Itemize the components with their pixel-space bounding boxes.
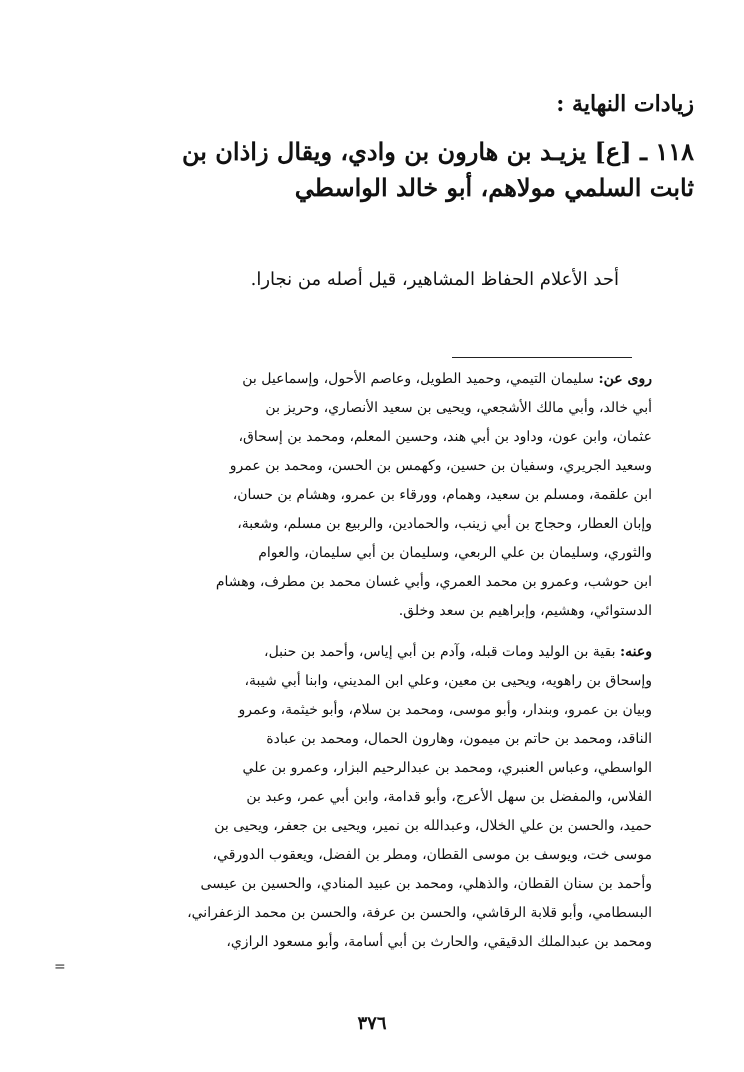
narrators-line: حميد، والحسن بن علي الخلال، وعبدالله بن نمير، ويحيى بن جعفر، ويحيى بن	[214, 818, 652, 834]
narrators-line: الواسطي، وعباس العنبري، ومحمد بن عبدالرحيم البزار، وعمرو بن علي	[242, 760, 652, 776]
narrators-line: الفلاس، والمفضل بن سهل الأعرج، وأبو قدامة، وابن أبي عمر، وعبد بن	[246, 789, 652, 805]
narrators-first-line	[82, 638, 652, 667]
narrated-from-text: سليمان التيمي، وحميد الطويل، وعاصم الأحول، وإسماعيل بن	[242, 371, 594, 387]
narrators-label: وعنه:	[619, 644, 652, 660]
paragraph-gap	[82, 626, 652, 638]
continuation-mark: =	[54, 959, 66, 975]
narrated-from-line: ابن حوشب، وعمرو بن محمد العمري، وأبي غسان محمد بن مطرف، وهشام	[215, 574, 652, 590]
narrated-from-line: والثوري، وسليمان بن علي الربعي، وسليمان بن أبي سليمان، والعوام	[258, 545, 652, 561]
page-number: ٣٧٦	[357, 1013, 387, 1034]
narrated-from-line: ابن علقمة، ومسلم بن سعيد، وهمام، وورقاء بن عمرو، وهشام بن حسان،	[232, 487, 652, 503]
narrated-from-label: روى عن:	[598, 371, 652, 387]
entry-title-line-2: ثابت السلمي مولاهم، أبو خالد الواسطي	[294, 173, 694, 202]
narrated-from-line: وسعيد الجريري، وسفيان بن حسين، وكهمس بن الحسن، ومحمد بن عمرو	[229, 458, 652, 474]
narrated-from-line: أبي خالد، وأبي مالك الأشجعي، ويحيى بن سعيد الأنصاري، وحريز بن	[265, 400, 652, 416]
narrators-line: وإسحاق بن راهويه، ويحيى بن معين، وعلي ابن المديني، وابنا أبي شيبة،	[244, 673, 652, 689]
narrated-from-first-line	[82, 365, 652, 394]
narrated-from-line: وإبان العطار، وحجاج بن أبي زينب، والحمادين، والربيع بن مسلم، وشعبة،	[237, 516, 652, 532]
narrators-line: وأحمد بن سنان القطان، والذهلي، ومحمد بن عبيد المنادي، والحسين بن عيسى	[200, 876, 652, 892]
narrators-line: وبيان بن عمرو، وبندار، وأبو موسى، ومحمد بن سلام، وأبو خيثمة، وعمرو	[238, 702, 652, 718]
entry-title	[44, 134, 694, 206]
footnote-block	[82, 365, 652, 957]
narrators-line: موسى خت، ويوسف بن موسى القطان، ومطر بن الفضل، ويعقوب الدورقي،	[212, 847, 652, 863]
entry-title-line-1: ١١٨ ـ [ع] يزيـد بن هارون بن وادي، ويقال زاذان بن	[181, 137, 694, 166]
narrators-line: الناقد، ومحمد بن حاتم بن ميمون، وهارون الحمال، ومحمد بن عبادة	[266, 731, 652, 747]
footnote-divider	[452, 357, 632, 358]
narrators-line: البسطامي، وأبو قلابة الرقاشي، والحسن بن عرفة، والحسن بن محمد الزعفراني،	[187, 905, 652, 921]
narrators-line: ومحمد بن عبدالملك الدقيقي، والحارث بن أبي أسامة، وأبو مسعود الرازي،	[226, 934, 652, 950]
narrated-from-line: الدستوائي، وهشيم، وإبراهيم بن سعد وخلق.	[398, 603, 652, 619]
narrated-from-line: عثمان، وابن عون، وداود بن أبي هند، وحسين المعلم، ومحمد بن إسحاق،	[238, 429, 652, 445]
narrators-text: بقية بن الوليد ومات قبله، وآدم بن أبي إياس، وأحمد بن حنبل،	[264, 644, 616, 660]
entry-intro: أحد الأعلام الحفاظ المشاهير، قيل أصله من نجارا.	[250, 269, 619, 290]
section-heading: زيادات النهاية :	[556, 91, 694, 117]
